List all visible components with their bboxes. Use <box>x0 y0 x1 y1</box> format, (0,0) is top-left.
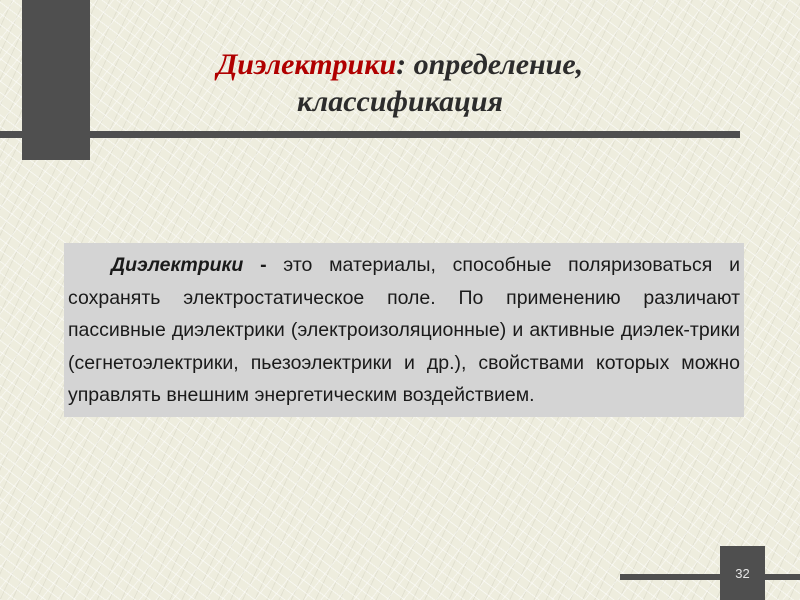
title-line2: классификация <box>297 85 503 118</box>
definition-dash: - <box>260 254 267 276</box>
page-number-box <box>720 546 765 600</box>
page-number: 32 <box>735 565 750 581</box>
title-rest: : определение, <box>396 48 584 81</box>
definition-term: Диэлектрики <box>111 254 244 276</box>
definition-paragraph <box>64 243 744 412</box>
definition-text-box <box>64 243 744 417</box>
title-accent: Диэлектрики <box>216 48 397 81</box>
bottom-rule <box>620 574 800 580</box>
definition-text: это материалы, способные поляризоваться и сохранять электростатическое поле. По применению различают пассивные диэлектрики (электроизоляционные) и активные диэлек-трики (сегнетоэлектрики, пьезоэлектрики и др.), свойствами которых можно управлять внешним энергетическим воздействием. <box>68 254 740 406</box>
title-rule <box>0 131 740 138</box>
slide-title <box>120 46 680 120</box>
